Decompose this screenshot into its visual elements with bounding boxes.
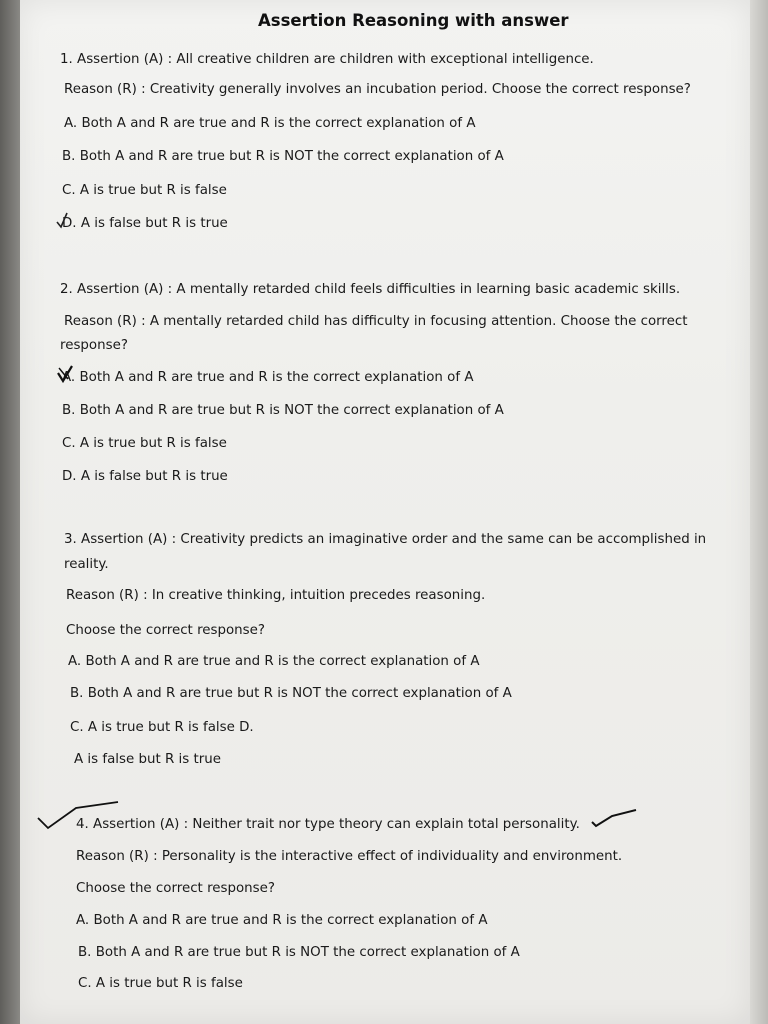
q1-option-d: D. A is false but R is true <box>62 216 228 231</box>
q2-reason-line1: Reason (R) : A mentally retarded child has difficulty in focusing attention. Choose the correct <box>64 314 688 329</box>
q3-assertion-line2: reality. <box>64 557 109 572</box>
q3-option-d: A is false but R is true <box>74 752 221 767</box>
q4-option-c: C. A is true but R is false <box>78 976 243 991</box>
q3-assertion-line1: 3. Assertion (A) : Creativity predicts an imaginative order and the same can be accomplished in <box>64 532 707 547</box>
q2-reason-line2: response? <box>60 338 128 353</box>
q4-reason: Reason (R) : Personality is the interactive effect of individuality and environment. <box>76 849 623 864</box>
page-title: Assertion Reasoning with answer <box>258 11 569 30</box>
q4-option-a: A. Both A and R are true and R is the correct explanation of A <box>76 913 488 928</box>
document-page <box>20 0 750 1024</box>
q1-answer-tick-icon <box>54 210 70 230</box>
q2-option-b: B. Both A and R are true but R is NOT the correct explanation of A <box>62 403 504 418</box>
q4-prompt: Choose the correct response? <box>76 881 275 896</box>
q3-option-b: B. Both A and R are true but R is NOT the correct explanation of A <box>70 686 512 701</box>
q2-answer-tick-icon <box>56 364 74 384</box>
q2-assertion: 2. Assertion (A) : A mentally retarded child feels difficulties in learning basic academic skills. <box>60 282 681 297</box>
q2-option-d: D. A is false but R is true <box>62 469 228 484</box>
q3-prompt: Choose the correct response? <box>66 623 265 638</box>
scan-left-edge <box>0 0 20 1024</box>
q1-option-b: B. Both A and R are true but R is NOT the correct explanation of A <box>62 149 504 164</box>
q3-option-a: A. Both A and R are true and R is the correct explanation of A <box>68 654 480 669</box>
q4-option-b: B. Both A and R are true but R is NOT the correct explanation of A <box>78 945 520 960</box>
scan-right-edge <box>750 0 768 1024</box>
q4-assertion: 4. Assertion (A) : Neither trait nor type theory can explain total personality. <box>76 817 580 832</box>
q2-option-a: A. Both A and R are true and R is the correct explanation of A <box>62 370 474 385</box>
q2-option-c: C. A is true but R is false <box>62 436 227 451</box>
q1-option-a: A. Both A and R are true and R is the correct explanation of A <box>64 116 476 131</box>
q4-end-tick-icon <box>590 806 640 830</box>
q1-reason: Reason (R) : Creativity generally involves an incubation period. Choose the correct response? <box>64 82 691 97</box>
q3-reason: Reason (R) : In creative thinking, intuition precedes reasoning. <box>66 588 486 603</box>
q3-option-c: C. A is true but R is false D. <box>70 720 254 735</box>
q1-option-c: C. A is true but R is false <box>62 183 227 198</box>
q1-assertion: 1. Assertion (A) : All creative children are children with exceptional intelligence. <box>60 52 594 67</box>
